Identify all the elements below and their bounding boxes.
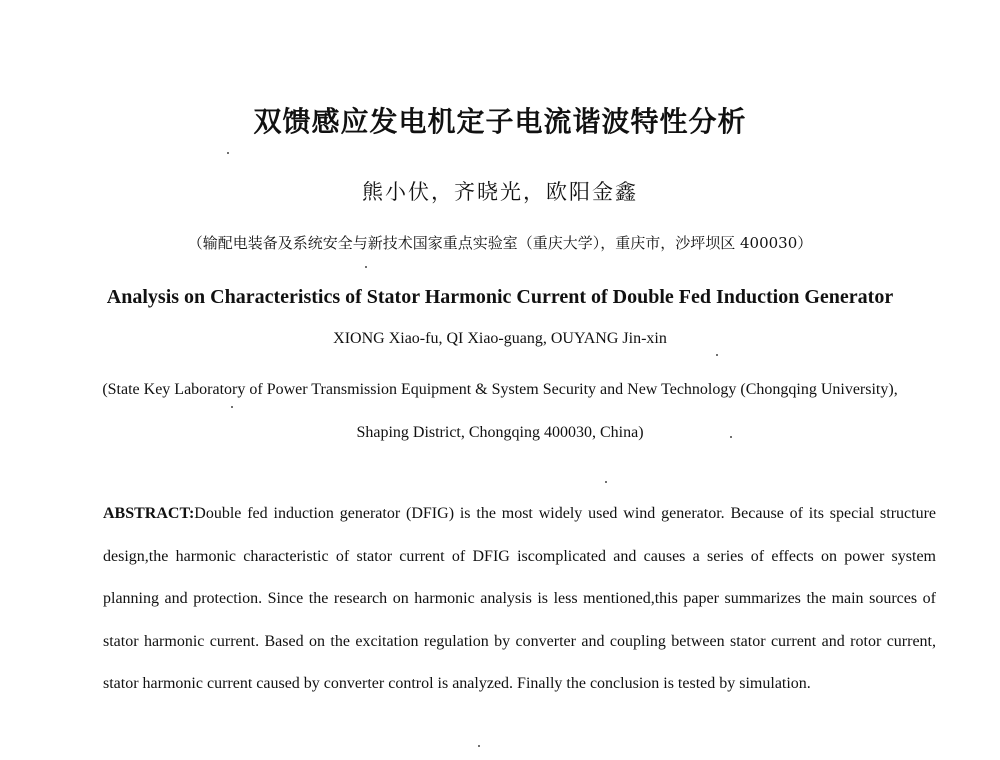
abstract-label: ABSTRACT: bbox=[103, 505, 195, 522]
chinese-title: 双馈感应发电机定子电流谐波特性分析 bbox=[253, 105, 747, 138]
scan-speck bbox=[730, 436, 732, 438]
scan-speck bbox=[716, 354, 718, 356]
chinese-affiliation: （输配电装备及系统安全与新技术国家重点实验室（重庆大学），重庆市，沙坪坝区 400030） bbox=[187, 234, 813, 252]
scan-speck bbox=[605, 481, 607, 483]
chinese-authors: 熊小伏，齐晓光，欧阳金鑫 bbox=[362, 180, 638, 204]
scan-speck bbox=[227, 152, 229, 154]
abstract-paragraph bbox=[103, 493, 936, 706]
scan-speck bbox=[478, 745, 480, 747]
scan-speck bbox=[365, 266, 367, 268]
english-title: Analysis on Characteristics of Stator Harmonic Current of Double Fed Induction Generator bbox=[106, 286, 894, 308]
english-authors: XIONG Xiao-fu, QI Xiao-guang, OUYANG Jin-xin bbox=[333, 330, 667, 347]
abstract-text: Double fed induction generator (DFIG) is the most widely used wind generator. Because of its special structure design,the harmonic characteristic of stator current of DFIG iscomplicated and causes a series of effects on power system planning and protection. Since the research on harmonic analysis is less mentioned,this paper summarizes the main sources of stator harmonic current. Based on the excitation regulation by converter and coupling between stator current and rotor current, stator harmonic current caused by converter control is analyzed. Finally the conclusion is tested by simulation. bbox=[103, 505, 936, 692]
english-affiliation: (State Key Laboratory of Power Transmission Equipment & System Security and New Technology (Chongqing University), Shaping District, Chongqing 400030, China) bbox=[102, 381, 898, 441]
scan-speck bbox=[231, 406, 233, 408]
